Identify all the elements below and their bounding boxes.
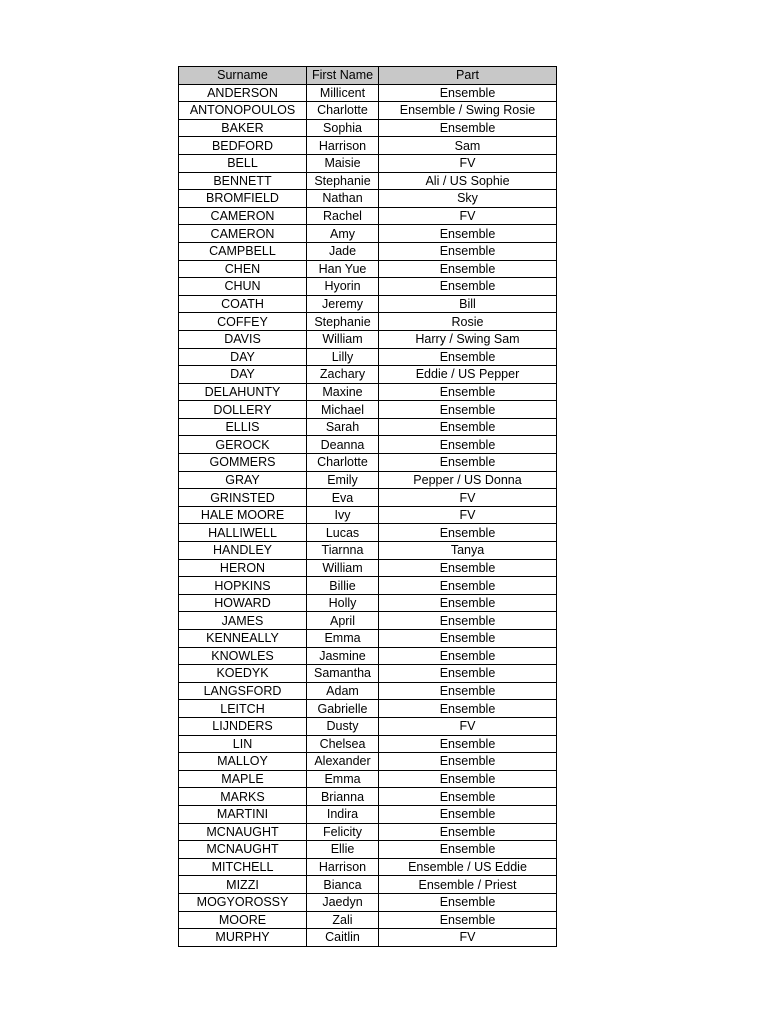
cell-part: Ensemble / Swing Rosie (379, 102, 557, 120)
cell-first-name: Maisie (307, 154, 379, 172)
table-row (179, 278, 557, 296)
cell-surname: GOMMERS (179, 454, 307, 472)
table-row (179, 436, 557, 454)
cell-first-name: Felicity (307, 823, 379, 841)
cell-part: Sky (379, 190, 557, 208)
cell-surname: COATH (179, 295, 307, 313)
cell-first-name: Billie (307, 577, 379, 595)
cell-surname: DAY (179, 348, 307, 366)
cell-surname: KENNEALLY (179, 630, 307, 648)
table-row (179, 876, 557, 894)
table-body (179, 84, 557, 946)
cell-first-name: Sophia (307, 119, 379, 137)
cell-part: Ensemble (379, 911, 557, 929)
cell-first-name: William (307, 559, 379, 577)
cell-first-name: Emily (307, 471, 379, 489)
table-row (179, 295, 557, 313)
cell-part: Ensemble (379, 348, 557, 366)
cell-surname: DAVIS (179, 330, 307, 348)
cell-part: Ensemble (379, 735, 557, 753)
cell-surname: DELAHUNTY (179, 383, 307, 401)
table-row (179, 137, 557, 155)
cell-first-name: Stephanie (307, 172, 379, 190)
cell-surname: LIJNDERS (179, 717, 307, 735)
cell-surname: LANGSFORD (179, 682, 307, 700)
cell-surname: MARTINI (179, 805, 307, 823)
cell-part: Ensemble (379, 119, 557, 137)
cell-part: Ensemble (379, 594, 557, 612)
cell-surname: GRAY (179, 471, 307, 489)
cell-part: Ensemble / Priest (379, 876, 557, 894)
cell-surname: MURPHY (179, 929, 307, 947)
table-row (179, 788, 557, 806)
cell-first-name: Lucas (307, 524, 379, 542)
cell-surname: BEDFORD (179, 137, 307, 155)
cell-first-name: Adam (307, 682, 379, 700)
cell-part: Ensemble (379, 805, 557, 823)
cell-surname: KNOWLES (179, 647, 307, 665)
table-row (179, 823, 557, 841)
cell-first-name: Emma (307, 630, 379, 648)
cell-first-name: William (307, 330, 379, 348)
table-row (179, 542, 557, 560)
cell-part: Ensemble (379, 665, 557, 683)
cell-part: Ensemble (379, 788, 557, 806)
cell-surname: CHEN (179, 260, 307, 278)
table-row (179, 559, 557, 577)
table-row (179, 577, 557, 595)
table-row (179, 841, 557, 859)
table-row (179, 735, 557, 753)
cell-first-name: Emma (307, 770, 379, 788)
cell-surname: CAMERON (179, 225, 307, 243)
cell-first-name: Chelsea (307, 735, 379, 753)
cell-part: Ali / US Sophie (379, 172, 557, 190)
cell-part: Ensemble (379, 383, 557, 401)
cell-first-name: Bianca (307, 876, 379, 894)
cell-part: Ensemble (379, 753, 557, 771)
table-row (179, 612, 557, 630)
cell-part: Pepper / US Donna (379, 471, 557, 489)
table-row (179, 489, 557, 507)
cell-first-name: Alexander (307, 753, 379, 771)
table-row (179, 418, 557, 436)
table-row (179, 172, 557, 190)
cell-surname: KOEDYK (179, 665, 307, 683)
cell-part: Ensemble (379, 418, 557, 436)
cell-first-name: April (307, 612, 379, 630)
cell-first-name: Brianna (307, 788, 379, 806)
table-row (179, 383, 557, 401)
column-header-first-name: First Name (307, 67, 379, 85)
table-row (179, 102, 557, 120)
table-row (179, 471, 557, 489)
column-header-part: Part (379, 67, 557, 85)
cell-part: Ensemble (379, 823, 557, 841)
cell-part: Rosie (379, 313, 557, 331)
cell-part: FV (379, 489, 557, 507)
table-row (179, 929, 557, 947)
cell-part: Ensemble / US Eddie (379, 858, 557, 876)
cell-first-name: Charlotte (307, 454, 379, 472)
cell-surname: ANDERSON (179, 84, 307, 102)
cell-part: Tanya (379, 542, 557, 560)
cell-surname: MIZZI (179, 876, 307, 894)
cell-part: Ensemble (379, 242, 557, 260)
cell-surname: LEITCH (179, 700, 307, 718)
cell-surname: MOGYOROSSY (179, 893, 307, 911)
cell-first-name: Harrison (307, 137, 379, 155)
cell-surname: MITCHELL (179, 858, 307, 876)
cell-surname: DAY (179, 366, 307, 384)
cell-first-name: Han Yue (307, 260, 379, 278)
table-row (179, 84, 557, 102)
table-row (179, 594, 557, 612)
table-row (179, 119, 557, 137)
cell-surname: HOPKINS (179, 577, 307, 595)
cell-surname: CHUN (179, 278, 307, 296)
cell-first-name: Maxine (307, 383, 379, 401)
table-row (179, 753, 557, 771)
cell-part: Ensemble (379, 647, 557, 665)
table-row (179, 207, 557, 225)
cell-part: Ensemble (379, 454, 557, 472)
cell-first-name: Dusty (307, 717, 379, 735)
table-row (179, 154, 557, 172)
table-header-row (179, 67, 557, 85)
cell-first-name: Nathan (307, 190, 379, 208)
table-row (179, 893, 557, 911)
cell-part: FV (379, 506, 557, 524)
cell-surname: BROMFIELD (179, 190, 307, 208)
cell-first-name: Ellie (307, 841, 379, 859)
cell-first-name: Amy (307, 225, 379, 243)
cell-part: Ensemble (379, 577, 557, 595)
cell-part: FV (379, 717, 557, 735)
cell-part: Ensemble (379, 770, 557, 788)
table-row (179, 700, 557, 718)
table-row (179, 401, 557, 419)
cell-surname: GRINSTED (179, 489, 307, 507)
table-row (179, 647, 557, 665)
cell-surname: CAMERON (179, 207, 307, 225)
cell-first-name: Millicent (307, 84, 379, 102)
cell-first-name: Ivy (307, 506, 379, 524)
cell-first-name: Deanna (307, 436, 379, 454)
table-row (179, 225, 557, 243)
cell-part: Ensemble (379, 225, 557, 243)
cell-surname: MARKS (179, 788, 307, 806)
cell-surname: MAPLE (179, 770, 307, 788)
table-row (179, 524, 557, 542)
cell-first-name: Jeremy (307, 295, 379, 313)
cell-surname: HALLIWELL (179, 524, 307, 542)
table-row (179, 330, 557, 348)
cell-part: Ensemble (379, 893, 557, 911)
cell-surname: HERON (179, 559, 307, 577)
cell-part: Ensemble (379, 612, 557, 630)
cell-part: FV (379, 207, 557, 225)
cell-surname: HALE MOORE (179, 506, 307, 524)
cell-surname: MALLOY (179, 753, 307, 771)
cell-surname: MCNAUGHT (179, 841, 307, 859)
cell-first-name: Hyorin (307, 278, 379, 296)
table-row (179, 366, 557, 384)
cell-surname: CAMPBELL (179, 242, 307, 260)
table-row (179, 454, 557, 472)
cell-part: Ensemble (379, 436, 557, 454)
cell-surname: ELLIS (179, 418, 307, 436)
cell-surname: JAMES (179, 612, 307, 630)
cell-first-name: Jaedyn (307, 893, 379, 911)
table-row (179, 242, 557, 260)
cell-first-name: Lilly (307, 348, 379, 366)
cell-first-name: Stephanie (307, 313, 379, 331)
cell-surname: HANDLEY (179, 542, 307, 560)
cell-surname: BENNETT (179, 172, 307, 190)
table-row (179, 190, 557, 208)
table-row (179, 665, 557, 683)
cell-surname: MCNAUGHT (179, 823, 307, 841)
cell-first-name: Michael (307, 401, 379, 419)
cell-part: Sam (379, 137, 557, 155)
cell-part: Harry / Swing Sam (379, 330, 557, 348)
cell-first-name: Jasmine (307, 647, 379, 665)
cell-part: Ensemble (379, 278, 557, 296)
cell-first-name: Zachary (307, 366, 379, 384)
cell-part: FV (379, 154, 557, 172)
cell-surname: ANTONOPOULOS (179, 102, 307, 120)
cell-part: Ensemble (379, 682, 557, 700)
cell-surname: BELL (179, 154, 307, 172)
cell-first-name: Gabrielle (307, 700, 379, 718)
cell-first-name: Eva (307, 489, 379, 507)
cell-surname: HOWARD (179, 594, 307, 612)
table-row (179, 911, 557, 929)
cell-surname: LIN (179, 735, 307, 753)
table-row (179, 506, 557, 524)
cell-first-name: Indira (307, 805, 379, 823)
cell-part: Ensemble (379, 559, 557, 577)
cell-part: Ensemble (379, 630, 557, 648)
cell-part: Ensemble (379, 84, 557, 102)
cell-part: Ensemble (379, 260, 557, 278)
cell-first-name: Harrison (307, 858, 379, 876)
cell-first-name: Caitlin (307, 929, 379, 947)
table-row (179, 260, 557, 278)
table-row (179, 805, 557, 823)
cell-first-name: Jade (307, 242, 379, 260)
table-row (179, 682, 557, 700)
cell-part: Ensemble (379, 524, 557, 542)
cell-part: Ensemble (379, 841, 557, 859)
table-row (179, 313, 557, 331)
cell-part: Ensemble (379, 700, 557, 718)
table-row (179, 630, 557, 648)
cell-first-name: Samantha (307, 665, 379, 683)
table-row (179, 770, 557, 788)
table-row (179, 348, 557, 366)
cell-first-name: Rachel (307, 207, 379, 225)
column-header-surname: Surname (179, 67, 307, 85)
cell-surname: COFFEY (179, 313, 307, 331)
cell-part: Eddie / US Pepper (379, 366, 557, 384)
cell-part: FV (379, 929, 557, 947)
cell-first-name: Charlotte (307, 102, 379, 120)
cell-surname: MOORE (179, 911, 307, 929)
cell-first-name: Tiarnna (307, 542, 379, 560)
cast-list-table (178, 66, 557, 947)
cell-first-name: Zali (307, 911, 379, 929)
cell-part: Ensemble (379, 401, 557, 419)
table-row (179, 717, 557, 735)
cell-surname: GEROCK (179, 436, 307, 454)
cell-surname: DOLLERY (179, 401, 307, 419)
cell-surname: BAKER (179, 119, 307, 137)
cell-part: Bill (379, 295, 557, 313)
table-row (179, 858, 557, 876)
cell-first-name: Holly (307, 594, 379, 612)
cell-first-name: Sarah (307, 418, 379, 436)
